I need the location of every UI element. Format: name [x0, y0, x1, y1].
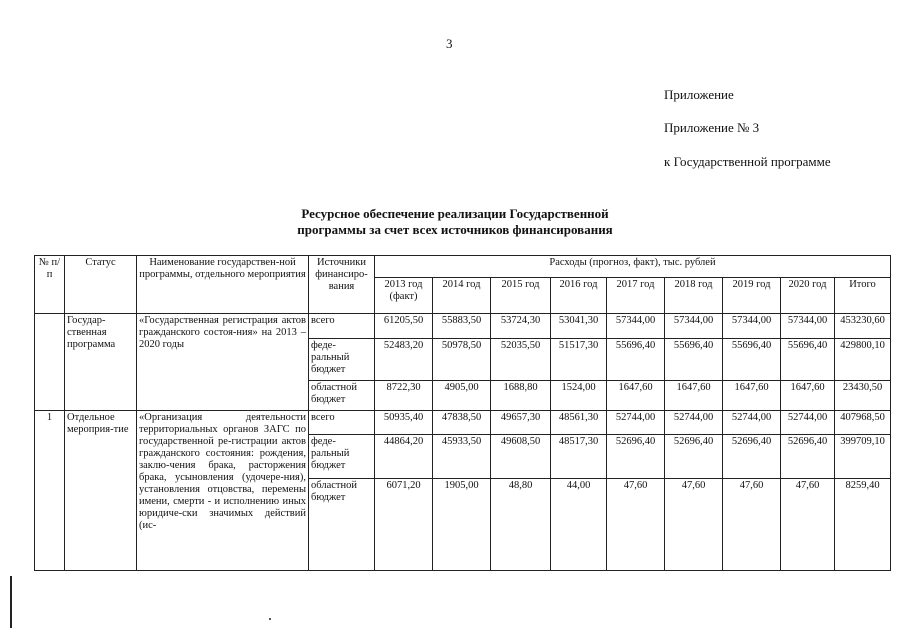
- cell-2013: 52483,20: [375, 339, 433, 381]
- table-row: [35, 411, 891, 435]
- cell-2018: 52696,40: [665, 435, 723, 479]
- cell-2019: 47,60: [723, 479, 781, 571]
- row-name: «Организация деятельности территориальных органов ЗАГС по государственной ре-гистрации актов гражданского состояния: рождения, заклю-чения брака, расторжения брака, усыновления (удочере-ния), установления отцовства, перемены имени, смерти - и исполнению иных юридиче-ски значимых действий (ис-: [137, 411, 309, 571]
- appendix-number: Приложение № 3: [664, 120, 760, 135]
- header-name: Наименование государствен-ной программы, отдельного мероприятия: [137, 256, 309, 314]
- title-line-2: программы за счет всех источников финансирования: [297, 222, 613, 237]
- cell-2019: 55696,40: [723, 339, 781, 381]
- cell-2019: 52744,00: [723, 411, 781, 435]
- cell-2013: 44864,20: [375, 435, 433, 479]
- page-number: 3: [446, 36, 453, 51]
- row-num: 1: [35, 411, 65, 571]
- scan-edge-mark: [10, 576, 12, 628]
- cell-2020: 47,60: [781, 479, 835, 571]
- cell-2018: 1647,60: [665, 381, 723, 411]
- cell-total: 407968,50: [835, 411, 891, 435]
- row-status: Отдельное мероприя-тие: [65, 411, 137, 571]
- cell-2017: 47,60: [607, 479, 665, 571]
- row-source: феде-ральный бюджет: [309, 435, 375, 479]
- cell-2017: 52744,00: [607, 411, 665, 435]
- cell-2013: 50935,40: [375, 411, 433, 435]
- row-source: областной бюджет: [309, 479, 375, 571]
- document-title: [240, 206, 670, 238]
- cell-2018: 57344,00: [665, 314, 723, 339]
- cell-2017: 1647,60: [607, 381, 665, 411]
- cell-2013: 8722,30: [375, 381, 433, 411]
- cell-2014: 47838,50: [433, 411, 491, 435]
- cell-2016: 51517,30: [551, 339, 607, 381]
- cell-2017: 55696,40: [607, 339, 665, 381]
- cell-2018: 52744,00: [665, 411, 723, 435]
- header-row-1: [35, 256, 891, 278]
- cell-2020: 55696,40: [781, 339, 835, 381]
- cell-2020: 57344,00: [781, 314, 835, 339]
- header-year-2014: 2014 год: [433, 278, 491, 314]
- row-source: феде-ральный бюджет: [309, 339, 375, 381]
- cell-2019: 57344,00: [723, 314, 781, 339]
- cell-2015: 53724,30: [491, 314, 551, 339]
- row-source: всего: [309, 314, 375, 339]
- header-year-2016: 2016 год: [551, 278, 607, 314]
- cell-total: 23430,50: [835, 381, 891, 411]
- cell-2016: 53041,30: [551, 314, 607, 339]
- cell-2015: 52035,50: [491, 339, 551, 381]
- cell-total: 8259,40: [835, 479, 891, 571]
- cell-2019: 1647,60: [723, 381, 781, 411]
- cell-2014: 1905,00: [433, 479, 491, 571]
- cell-2015: 49608,50: [491, 435, 551, 479]
- title-line-1: Ресурсное обеспечение реализации Государственной: [301, 206, 609, 221]
- cell-2020: 52696,40: [781, 435, 835, 479]
- cell-2016: 48517,30: [551, 435, 607, 479]
- cell-2019: 52696,40: [723, 435, 781, 479]
- cell-2015: 48,80: [491, 479, 551, 571]
- header-total: Итого: [835, 278, 891, 314]
- header-year-2015: 2015 год: [491, 278, 551, 314]
- resource-table: [34, 255, 891, 571]
- cell-2020: 1647,60: [781, 381, 835, 411]
- header-year-2017: 2017 год: [607, 278, 665, 314]
- row-name: «Государственная регистрация актов гражданского состоя-ния» на 2013 – 2020 годы: [137, 314, 309, 411]
- appendix-label: Приложение: [664, 87, 734, 102]
- row-source: всего: [309, 411, 375, 435]
- table-row: [35, 314, 891, 339]
- cell-2016: 1524,00: [551, 381, 607, 411]
- header-status: Статус: [65, 256, 137, 314]
- appendix-reference: к Государственной программе: [664, 154, 831, 169]
- cell-2014: 50978,50: [433, 339, 491, 381]
- cell-total: 399709,10: [835, 435, 891, 479]
- cell-2013: 6071,20: [375, 479, 433, 571]
- cell-2014: 55883,50: [433, 314, 491, 339]
- row-source: областной бюджет: [309, 381, 375, 411]
- cell-2013: 61205,50: [375, 314, 433, 339]
- cell-2015: 1688,80: [491, 381, 551, 411]
- cell-total: 429800,10: [835, 339, 891, 381]
- cell-total: 453230,60: [835, 314, 891, 339]
- cell-2014: 4905,00: [433, 381, 491, 411]
- cell-2017: 57344,00: [607, 314, 665, 339]
- cell-2018: 47,60: [665, 479, 723, 571]
- cell-2016: 44,00: [551, 479, 607, 571]
- row-status: Государ-ственная программа: [65, 314, 137, 411]
- cell-2020: 52744,00: [781, 411, 835, 435]
- header-year-2020: 2020 год: [781, 278, 835, 314]
- header-year-2013: 2013 год (факт): [375, 278, 433, 314]
- cell-2018: 55696,40: [665, 339, 723, 381]
- scan-speck: [269, 618, 271, 620]
- cell-2015: 49657,30: [491, 411, 551, 435]
- cell-2014: 45933,50: [433, 435, 491, 479]
- header-sources: Источники финансиро-вания: [309, 256, 375, 314]
- row-num: [35, 314, 65, 411]
- header-num: № п/п: [35, 256, 65, 314]
- cell-2017: 52696,40: [607, 435, 665, 479]
- header-year-2018: 2018 год: [665, 278, 723, 314]
- header-expenses: Расходы (прогноз, факт), тыс. рублей: [375, 256, 891, 278]
- header-year-2019: 2019 год: [723, 278, 781, 314]
- cell-2016: 48561,30: [551, 411, 607, 435]
